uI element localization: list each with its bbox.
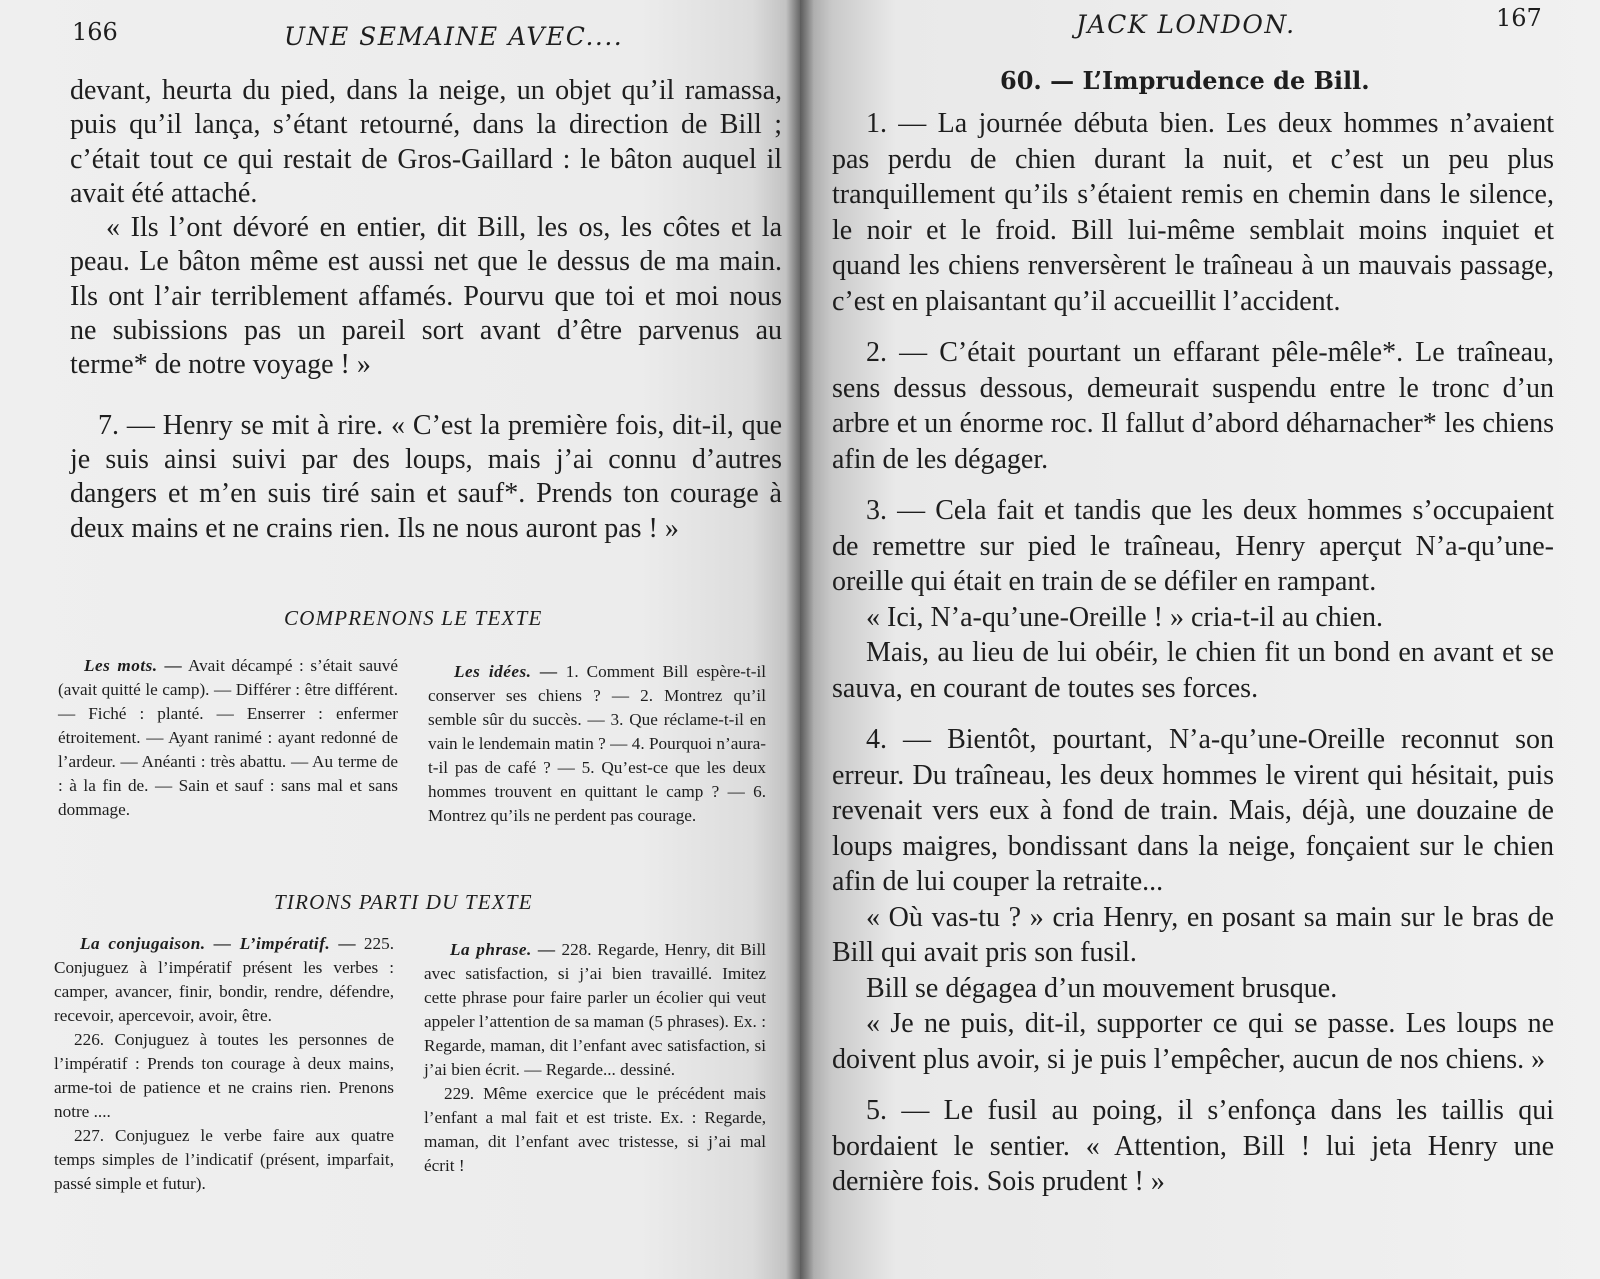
paragraph: « Où vas-tu ? » cria Henry, en posant sa main sur le bras de Bill qui avait pris son fusil. bbox=[832, 901, 1554, 968]
paragraph: 5. — Le fusil au poing, il s’enfonça dans les taillis qui bordaient le sentier. « Attention, Bill ! lui jeta Henry une dernière fois. Sois prudent ! » bbox=[832, 1095, 1554, 1197]
mots-lead: Les mots. — bbox=[84, 656, 183, 675]
conjugation-column bbox=[54, 932, 394, 1196]
chapter-title: 60. — L’Imprudence de Bill. bbox=[1000, 66, 1370, 95]
paragraph: 1. — La journée débuta bien. Les deux hommes n’avaient pas perdu de chien durant la nuit, et c’est un peu plus tranquillement qu’ils s’étaient remis en chemin dans le silence, le noir et le froid. Bill lui-même semblait moins inquiet et quand les chiens renversèrent le traîneau à un mauvais passage, c’est en plaisantant qu’il accueillit l’accident. bbox=[832, 108, 1554, 317]
page-number-right: 167 bbox=[1496, 4, 1542, 32]
exercise-225: 225. Conjuguez à l’impératif présent les verbes : camper, avancer, finir, bondir, rendre, défendre, recevoir, apercevoir, avoir, être. bbox=[54, 934, 394, 1025]
phrase-lead: La phrase. — bbox=[450, 940, 556, 959]
exercise-228: 228. Regarde, Henry, dit Bill avec satisfaction, si j’ai bien travaillé. Imitez cette phrase pour faire parler un écolier qui veut appeler l’attention de sa maman (5 phrases). Ex. : Regarde, maman, dit l’enfant avec satisfaction, si j’ai bien écrit. — Regarde... dessiné. bbox=[424, 940, 767, 1079]
exercise-226: 226. Conjuguez à toutes les personnes de l’impératif : Prends ton courage à deux mains, arme-toi de patience et ne crains rien. Prenons notre .... bbox=[54, 1030, 394, 1121]
sentence-column bbox=[424, 938, 766, 1178]
book-gutter bbox=[786, 0, 814, 1279]
paragraph: Mais, au lieu de lui obéir, le chien fit un bond en avant et se sauva, en courant de toutes ses forces. bbox=[832, 637, 1554, 704]
exercises-heading: TIRONS PARTI DU TEXTE bbox=[274, 890, 533, 914]
paragraph: 2. — C’était pourtant un effarant pêle-mêle*. Le traîneau, sens dessus dessous, demeurait suspendu entre le tronc d’un arbre et un énorme roc. Il fallut d’abord déharnacher* les chiens afin de les dégager. bbox=[832, 337, 1554, 475]
paragraph: « Je ne puis, dit-il, supporter ce qui se passe. Les loups ne doivent plus avoir, si je puis l’empêcher, aucun de nos chiens. » bbox=[832, 1008, 1554, 1075]
running-head-right: JACK LONDON. bbox=[1076, 10, 1296, 39]
right-body-text bbox=[832, 106, 1554, 1200]
idees-lead: Les idées. — bbox=[454, 662, 558, 681]
idees-text: 1. Comment Bill espère-t-il conserver ses chiens ? — 2. Montrez qu’il semble sûr du succès. — 3. Que réclame-t-il en vain le lendemain matin ? — 4. Pourquoi n’aura-t-il pas de café ? — 5. Qu’est-ce que les deux hommes trouvent en quittant le camp ? — 6. Montrez qu’ils ne perdent pas courage. bbox=[428, 662, 767, 825]
paragraph: 7. — Henry se mit à rire. « C’est la première fois, dit-il, que je suis ainsi suivi par des loups, mais j’ai connu d’autres dangers et m’en suis tiré sain et sauf*. Prends ton courage à deux mains et ne crains rien. Ils ne nous auront pas ! » bbox=[70, 409, 782, 544]
comprehension-heading: COMPRENONS LE TEXTE bbox=[284, 606, 543, 630]
conjugaison-lead: La conjugaison. — L’impératif. — bbox=[80, 934, 357, 953]
mots-text: Avait décampé : s’était sauvé (avait quitté le camp). — Différer : être différent. — Fiché : planté. — Enserrer : enfermer étroitement. — Ayant ranimé : ayant redonné de l’ardeur. — Anéanti : très abattu. — Au terme de : à la fin de. — Sain et sauf : sans mal et sans dommage. bbox=[58, 656, 398, 819]
exercise-227: 227. Conjuguez le verbe faire aux quatre temps simples de l’indicatif (présent, imparfait, passé simple et futur). bbox=[54, 1126, 394, 1193]
paragraph: Bill se dégagea d’un mouvement brusque. bbox=[866, 972, 1338, 1004]
questions-column bbox=[428, 660, 766, 828]
vocabulary-column bbox=[58, 654, 398, 822]
paragraph: 4. — Bientôt, pourtant, N’a-qu’une-Oreille reconnut son erreur. Du traîneau, les deux hommes le virent qui hésitait, puis revenait vers eux à fond de train. Mais, déjà, une douzaine de loups maigres, bondissant dans la neige, fonçaient sur le chien afin de lui couper la retraite... bbox=[832, 724, 1554, 897]
left-body-text bbox=[70, 74, 782, 546]
paragraph: « Ils l’ont dévoré en entier, dit Bill, les os, les côtes et la peau. Le bâton même est aussi net que le dessus de ma main. Ils ont l’air terriblement affamés. Pourvu que toi et moi nous ne subissions pas un pareil sort avant d’être parvenus au terme* de notre voyage ! » bbox=[70, 212, 782, 381]
page-number-left: 166 bbox=[72, 18, 118, 46]
paragraph: « Ici, N’a-qu’une-Oreille ! » cria-t-il au chien. bbox=[866, 601, 1383, 633]
paragraph: 3. — Cela fait et tandis que les deux hommes s’occupaient de remettre sur pied le traîneau, Henry aperçut N’a-qu’une-oreille qui était en train de se défiler en rampant. bbox=[832, 495, 1554, 597]
running-head-left: UNE SEMAINE AVEC.... bbox=[284, 22, 624, 51]
exercise-229: 229. Même exercice que le précédent mais l’enfant a mal fait et est triste. Ex. : Regarde, maman, dit l’enfant avec tristesse, si j’ai mal écrit ! bbox=[424, 1084, 766, 1175]
paragraph: devant, heurta du pied, dans la neige, un objet qu’il ramassa, puis qu’il lança, s’étant retourné, dans la direction de Bill ; c’était tout ce qui restait de Gros-Gaillard : le bâton auquel il avait été attaché. bbox=[70, 75, 782, 209]
